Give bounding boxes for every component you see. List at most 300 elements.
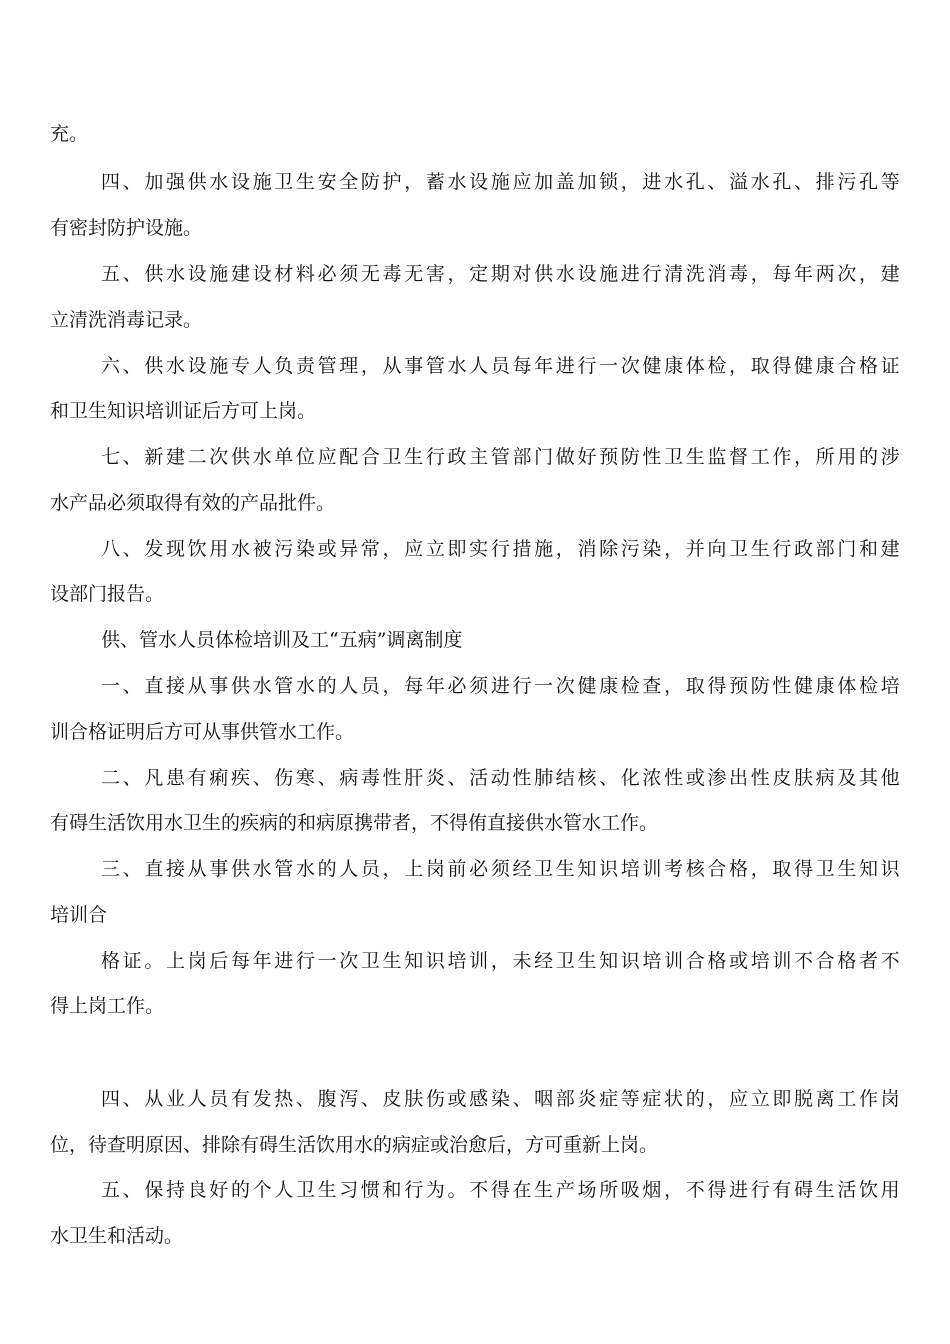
char: 每 [230, 950, 250, 972]
char: 性 [382, 767, 402, 789]
char: 水 [165, 263, 185, 285]
char: 每 [404, 675, 424, 697]
char: 症 [642, 1088, 662, 1110]
char: 事 [209, 858, 229, 880]
char: 、 [122, 171, 142, 193]
char: 用 [880, 1179, 900, 1201]
char: 部 [555, 1088, 575, 1110]
char: 孔 [685, 171, 705, 193]
char: 识 [599, 858, 619, 880]
char: 立 [425, 538, 445, 560]
char: 即 [772, 1088, 792, 1110]
char: 合 [360, 446, 380, 468]
char: 政 [447, 446, 467, 468]
char: 检 [707, 355, 727, 377]
char: 管 [274, 675, 294, 697]
char: 接 [165, 858, 185, 880]
char: 康 [664, 355, 684, 377]
char: 人 [339, 858, 359, 880]
char: 、 [252, 767, 272, 789]
char: 两 [815, 263, 835, 285]
char: 供 [230, 858, 250, 880]
char: 涉 [880, 446, 900, 468]
char: 离 [815, 1088, 835, 1110]
char: 皮 [382, 1088, 402, 1110]
char: 全 [339, 171, 359, 193]
char: 好 [577, 446, 597, 468]
char: ， [858, 263, 878, 285]
char: 健 [642, 355, 662, 377]
char: 染 [490, 1088, 510, 1110]
char: 应 [404, 538, 424, 560]
char: 进 [729, 1179, 749, 1201]
char: 查 [642, 675, 662, 697]
char: 的 [230, 1179, 250, 1201]
char: 泻 [339, 1088, 359, 1110]
char: 水 [252, 446, 272, 468]
char: 伤 [425, 1088, 445, 1110]
char: 得 [794, 858, 814, 880]
char: 康 [815, 675, 835, 697]
char: 行 [750, 1179, 770, 1201]
char: 无 [404, 263, 424, 285]
char: 感 [469, 1088, 489, 1110]
char: 建 [165, 446, 185, 468]
char: 设 [230, 171, 250, 193]
char: 性 [642, 446, 662, 468]
char: 核 [685, 858, 705, 880]
char: 发 [144, 538, 164, 560]
char: 业 [165, 1088, 185, 1110]
char: 、 [317, 767, 337, 789]
char: 施 [490, 171, 510, 193]
char: 的 [685, 1088, 705, 1110]
char: 水 [447, 355, 467, 377]
char: 水 [664, 171, 684, 193]
char: 次 [209, 446, 229, 468]
char: 进 [555, 355, 575, 377]
char: 染 [295, 538, 315, 560]
char: 料 [295, 263, 315, 285]
char: 现 [165, 538, 185, 560]
char: 污 [620, 538, 640, 560]
char: 或 [685, 767, 705, 789]
char: 凡 [144, 767, 164, 789]
char: 性 [664, 767, 684, 789]
char: 一 [534, 675, 554, 697]
char: 人 [339, 675, 359, 697]
char: 保 [144, 1179, 164, 1201]
paragraph-line: 培训合 [50, 904, 108, 926]
char: 蓄 [425, 171, 445, 193]
char: 水 [295, 675, 315, 697]
char: 一 [317, 950, 337, 972]
char: 热 [274, 1088, 294, 1110]
char: 期 [490, 263, 510, 285]
char: 行 [425, 446, 445, 468]
char: 毒 [360, 767, 380, 789]
char: 好 [209, 1179, 229, 1201]
char: ， [404, 171, 424, 193]
paragraph-line [101, 674, 900, 698]
char: 染 [642, 538, 662, 560]
char: 卫 [274, 171, 294, 193]
char: 生 [750, 538, 770, 560]
char: 等 [620, 1088, 640, 1110]
char: 为 [425, 1179, 445, 1201]
char: 人 [274, 1179, 294, 1201]
char: 次 [837, 263, 857, 285]
char: ， [447, 263, 467, 285]
char: 施 [599, 263, 619, 285]
char: 水 [750, 171, 770, 193]
char: 合 [815, 950, 835, 972]
char: 进 [490, 675, 510, 697]
section-heading: 供、管水人员体检培训及工“五病”调离制度 [101, 629, 463, 651]
char: 在 [512, 1179, 532, 1201]
char: 卫 [555, 950, 575, 972]
char: ， [382, 858, 402, 880]
paragraph-line [101, 445, 900, 469]
char: 用 [209, 538, 229, 560]
char: 不 [794, 950, 814, 972]
char: 伤 [274, 767, 294, 789]
char: 二 [187, 446, 207, 468]
char: ， [707, 1088, 727, 1110]
char: 施 [252, 171, 272, 193]
char: 生 [534, 1179, 554, 1201]
char: ， [382, 538, 402, 560]
paragraph-line: 和卫生知识培训证后方可上岗。 [50, 400, 317, 422]
char: 水 [295, 858, 315, 880]
paragraph-line: 水卫生和活动。 [50, 1225, 184, 1247]
char: 训 [772, 950, 792, 972]
char: 性 [750, 767, 770, 789]
char: 等 [880, 171, 900, 193]
char: 进 [642, 171, 662, 193]
char: 肤 [794, 767, 814, 789]
char: 卫 [295, 1179, 315, 1201]
char: 供 [144, 355, 164, 377]
paragraph-line [101, 354, 900, 378]
char: ， [490, 950, 510, 972]
char: 训 [664, 950, 684, 972]
char: 生 [577, 950, 597, 972]
char: 七 [101, 446, 121, 468]
char: 水 [165, 355, 185, 377]
char: 、 [794, 171, 814, 193]
char: 用 [837, 446, 857, 468]
char: 康 [815, 355, 835, 377]
char: 健 [577, 675, 597, 697]
char: 消 [577, 538, 597, 560]
char: 知 [858, 858, 878, 880]
char: 加 [534, 171, 554, 193]
char: 肝 [404, 767, 424, 789]
char: 识 [425, 950, 445, 972]
char: 体 [685, 355, 705, 377]
char: 取 [750, 355, 770, 377]
char: 行 [512, 675, 532, 697]
paragraph-line: 训合格证明后方可从事供管水工作。 [50, 721, 355, 743]
char: 知 [404, 950, 424, 972]
char: 持 [165, 1179, 185, 1201]
char: 进 [620, 263, 640, 285]
char: 人 [252, 355, 272, 377]
char: 碍 [794, 1179, 814, 1201]
char: 岗 [425, 858, 445, 880]
char: 行 [642, 263, 662, 285]
char: 咽 [534, 1088, 554, 1110]
char: 害 [425, 263, 445, 285]
char: 应 [512, 171, 532, 193]
char: 必 [469, 858, 489, 880]
char: 防 [750, 675, 770, 697]
char: 烟 [642, 1179, 662, 1201]
char: 直 [144, 675, 164, 697]
char: 、 [512, 1088, 532, 1110]
char: 措 [512, 538, 532, 560]
char: 行 [404, 1179, 424, 1201]
char: 不 [880, 950, 900, 972]
char: 、 [599, 767, 619, 789]
char: 生 [837, 858, 857, 880]
char: 经 [512, 858, 532, 880]
char: 部 [512, 446, 532, 468]
char: 清 [664, 263, 684, 285]
char: 专 [230, 355, 250, 377]
char: 位 [295, 446, 315, 468]
char: ， [750, 858, 770, 880]
char: 二 [101, 767, 121, 789]
char: 、 [122, 858, 142, 880]
char: 水 [209, 171, 229, 193]
char: 和 [382, 1179, 402, 1201]
char: 应 [729, 1088, 749, 1110]
char: 格 [707, 950, 727, 972]
char: 肤 [404, 1088, 424, 1110]
char: 生 [815, 1179, 835, 1201]
char: 对 [512, 263, 532, 285]
char: 建 [880, 263, 900, 285]
char: 向 [707, 538, 727, 560]
char: 供 [187, 171, 207, 193]
char: 供 [144, 263, 164, 285]
char: 次 [339, 950, 359, 972]
char: 被 [252, 538, 272, 560]
char: 无 [360, 263, 380, 285]
char: 作 [858, 1088, 878, 1110]
char: 作 [772, 446, 792, 468]
char: 接 [165, 675, 185, 697]
char: 脱 [794, 1088, 814, 1110]
char: 、 [707, 171, 727, 193]
char: 水 [252, 675, 272, 697]
char: 员 [490, 355, 510, 377]
char: 供 [230, 675, 250, 697]
char: 场 [577, 1179, 597, 1201]
char: 有 [187, 767, 207, 789]
char: 立 [750, 1088, 770, 1110]
char: 水 [447, 171, 467, 193]
char: 卫 [360, 950, 380, 972]
paragraph-line [101, 1087, 900, 1111]
char: 取 [685, 675, 705, 697]
char: 动 [490, 767, 510, 789]
char: 、 [122, 767, 142, 789]
char: 饮 [187, 538, 207, 560]
char: 经 [534, 950, 554, 972]
char: 饮 [858, 1179, 878, 1201]
char: 年 [425, 675, 445, 697]
char: 工 [837, 1088, 857, 1110]
char: 事 [209, 675, 229, 697]
char: 实 [469, 538, 489, 560]
char: 炎 [425, 767, 445, 789]
char: 污 [274, 538, 294, 560]
char: 员 [209, 1088, 229, 1110]
char: 三 [101, 858, 121, 880]
char: 五 [101, 1179, 121, 1201]
paragraph-line: 立清洗消毒记录。 [50, 309, 203, 331]
char: 六 [101, 355, 121, 377]
char: 设 [577, 263, 597, 285]
char: 年 [252, 950, 272, 972]
char: 防 [360, 171, 380, 193]
char: 惯 [360, 1179, 380, 1201]
char: 孔 [858, 171, 878, 193]
char: 必 [317, 263, 337, 285]
char: 从 [144, 1088, 164, 1110]
char: 化 [620, 767, 640, 789]
char: 毒 [729, 263, 749, 285]
char: 溢 [729, 171, 749, 193]
char: 格 [729, 858, 749, 880]
char: 并 [685, 538, 705, 560]
char: 腹 [317, 1088, 337, 1110]
char: 合 [837, 355, 857, 377]
char: 活 [469, 767, 489, 789]
paragraph-line: 水产品必须取得有效的产品批件。 [50, 492, 336, 514]
char: 肺 [534, 767, 554, 789]
char: 生 [685, 446, 705, 468]
char: 培 [750, 950, 770, 972]
char: 事 [404, 355, 424, 377]
char: 、 [360, 1088, 380, 1110]
char: 有 [230, 1088, 250, 1110]
char: 护 [382, 171, 402, 193]
paragraph-line: 位，待查明原因、排除有碍生活饮用水的病症或治愈后，方可重新上岗。 [50, 1134, 659, 1156]
char: 须 [490, 858, 510, 880]
char: 炎 [577, 1088, 597, 1110]
char: 痢 [209, 767, 229, 789]
char: 次 [555, 675, 575, 697]
char: 做 [555, 446, 575, 468]
char: 一 [101, 675, 121, 697]
char: 加 [577, 171, 597, 193]
char: 所 [599, 1179, 619, 1201]
char: 管 [490, 446, 510, 468]
char: ， [555, 538, 575, 560]
char: 卫 [815, 858, 835, 880]
char: 、 [447, 767, 467, 789]
char: 格 [101, 950, 121, 972]
char: 锁 [599, 171, 619, 193]
char: 、 [122, 446, 142, 468]
char: ， [664, 675, 684, 697]
char: 定 [469, 263, 489, 285]
char: ， [664, 538, 684, 560]
char: 卫 [729, 538, 749, 560]
char: 污 [837, 171, 857, 193]
char: 考 [664, 858, 684, 880]
char: 施 [534, 538, 554, 560]
char: 生 [555, 858, 575, 880]
char: 合 [707, 858, 727, 880]
char: 员 [360, 858, 380, 880]
char: 人 [469, 355, 489, 377]
char: 或 [317, 538, 337, 560]
char: 设 [187, 355, 207, 377]
char: 管 [425, 355, 445, 377]
char: 康 [599, 675, 619, 697]
char: 从 [187, 675, 207, 697]
char: 良 [187, 1179, 207, 1201]
char: 得 [707, 1179, 727, 1201]
char: 供 [230, 446, 250, 468]
char: 洗 [685, 263, 705, 285]
char: ， [360, 355, 380, 377]
char: 监 [707, 446, 727, 468]
char: 管 [317, 355, 337, 377]
char: 五 [101, 263, 121, 285]
char: 或 [729, 950, 749, 972]
char: 前 [447, 858, 467, 880]
char: 得 [490, 1179, 510, 1201]
char: 识 [620, 950, 640, 972]
char: ， [794, 446, 814, 468]
char: 合 [685, 950, 705, 972]
char: 行 [295, 950, 315, 972]
char: 材 [274, 263, 294, 285]
char: 有 [772, 1179, 792, 1201]
char: 孔 [772, 171, 792, 193]
char: 寒 [295, 767, 315, 789]
char: 健 [794, 675, 814, 697]
char: 排 [815, 171, 835, 193]
char: 岗 [880, 1088, 900, 1110]
paragraph-line [101, 262, 900, 286]
char: 预 [729, 675, 749, 697]
char: 浓 [642, 767, 662, 789]
char: 员 [360, 675, 380, 697]
char: 体 [837, 675, 857, 697]
char: 建 [880, 538, 900, 560]
char: 的 [317, 858, 337, 880]
paragraph-line [101, 170, 900, 194]
char: 部 [815, 538, 835, 560]
char: 上 [404, 858, 424, 880]
char: 、 [295, 1088, 315, 1110]
char: ， [729, 355, 749, 377]
char: 活 [837, 1179, 857, 1201]
char: 检 [858, 675, 878, 697]
char: 年 [534, 355, 554, 377]
char: 性 [772, 675, 792, 697]
char: 每 [772, 263, 792, 285]
char: 、 [122, 675, 142, 697]
char: 格 [858, 355, 878, 377]
